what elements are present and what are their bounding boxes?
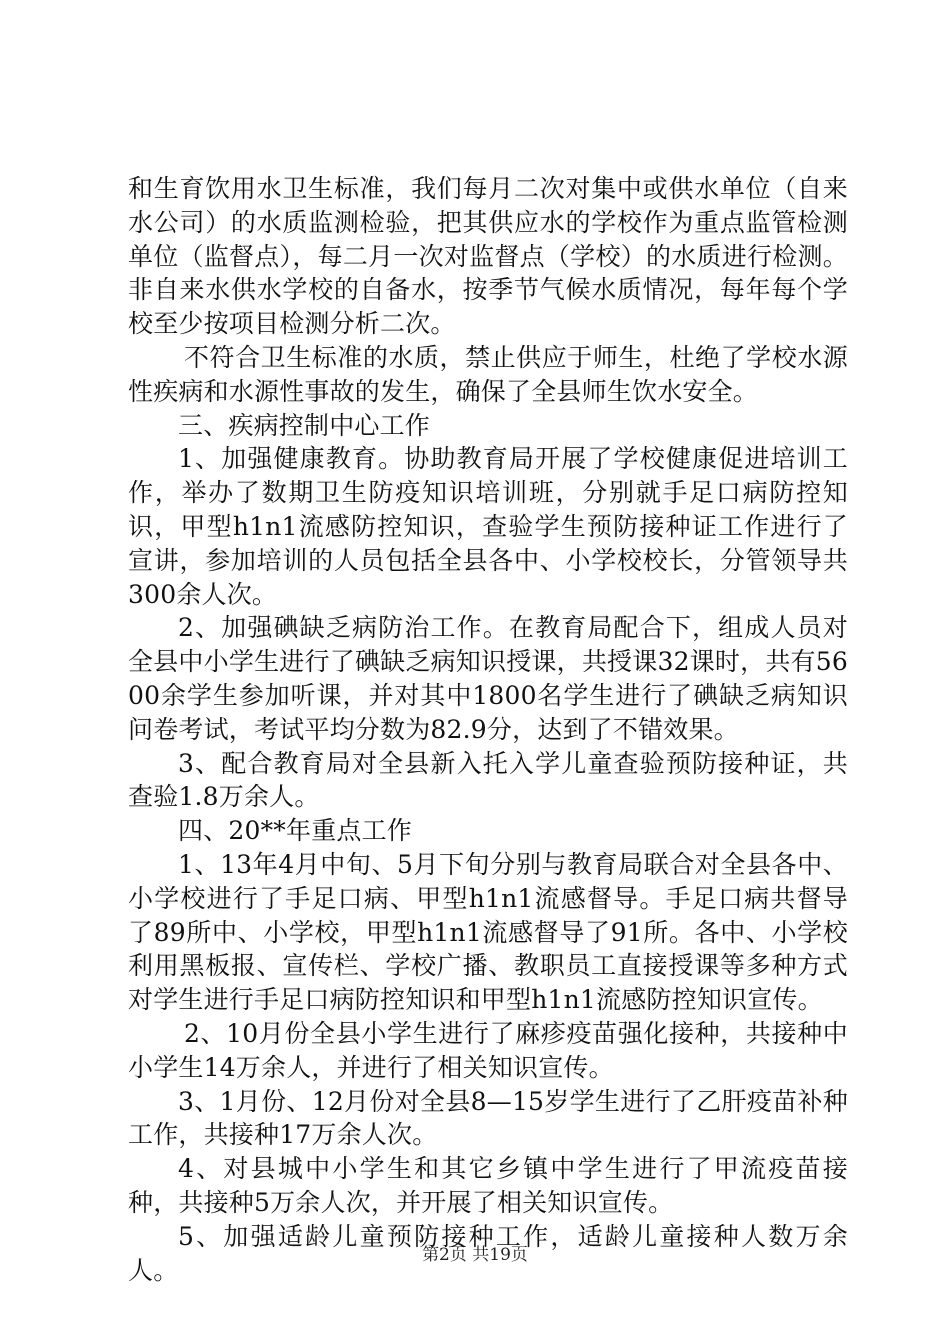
paragraph-iodine-deficiency: 2、加强碘缺乏病防治工作。在教育局配合下，组成人员对全县中小学生进行了碘缺乏病知识授课，共授课32课时，共有5600余学生参加听课，并对其中1800名学生进行了碘缺乏病知识问卷考试，考试平均分数为82.9分，达到了不错效果。 <box>128 613 848 744</box>
paragraph-flu-vaccine: 4、对县城中小学生和其它乡镇中学生进行了甲流疫苗接种，共接种5万余人次，并开展了相关知识宣传。 <box>128 1154 848 1217</box>
document-body <box>128 172 848 1287</box>
paragraph-hfmd-supervision: 1、13年4月中旬、5月下旬分别与教育局联合对全县各中、小学校进行了手足口病、甲型h1n1流感督导。手足口病共督导了89所中、小学校，甲型h1n1流感督导了91所。各中、小学校利用黑板报、宣传栏、学校广播、教职员工直接授课等多种方式对学生进行手足口病防控知识和甲型h1n1流感防控知识宣传。 <box>128 849 848 1015</box>
section-heading-disease-control: 三、疾病控制中心工作 <box>178 410 431 440</box>
paragraph-health-education: 1、加强健康教育。协助教育局开展了学校健康促进培训工作，举办了数期卫生防疫知识培训班，分别就手足口病防控知识，甲型h1n1流感防控知识，查验学生预防接种证工作进行了宣讲，参加培训的人员包括全县各中、小学校校长，分管领导共300余人次。 <box>128 444 848 609</box>
paragraph-measles-vaccine: 2、10月份全县小学生进行了麻疹疫苗强化接种，共接种中小学生14万余人，并进行了相关知识宣传。 <box>128 1018 848 1082</box>
page-footer: 第2页 共19页 <box>422 1245 528 1265</box>
paragraph-vaccination-check: 3、配合教育局对全县新入托入学儿童查验预防接种证，共查验1.8万余人。 <box>128 748 848 812</box>
paragraph-water-monitoring: 和生育饮用水卫生标准，我们每月二次对集中或供水单位（自来水公司）的水质监测检验，把其供应水的学校作为重点监管检测单位（监督点），每二月一次对监督点（学校）的水质进行检测。非自来水供水学校的自备水，按季节气候水质情况，每年每个学校至少按项目检测分析二次。 <box>128 174 848 339</box>
paragraph-water-safety: 不符合卫生标准的水质，禁止供应于师生，杜绝了学校水源性疾病和水源性事故的发生，确保了全县师生饮水安全。 <box>128 342 848 406</box>
paragraph-hepatitis-vaccine: 3、1月份、12月份对全县8—15岁学生进行了乙肝疫苗补种工作，共接种17万余人次。 <box>128 1086 848 1150</box>
section-heading-key-work: 四、20**年重点工作 <box>178 816 413 846</box>
paragraph-child-vaccination: 5、加强适龄儿童预防接种工作，适龄儿童接种人数万余人。 <box>128 1221 848 1285</box>
